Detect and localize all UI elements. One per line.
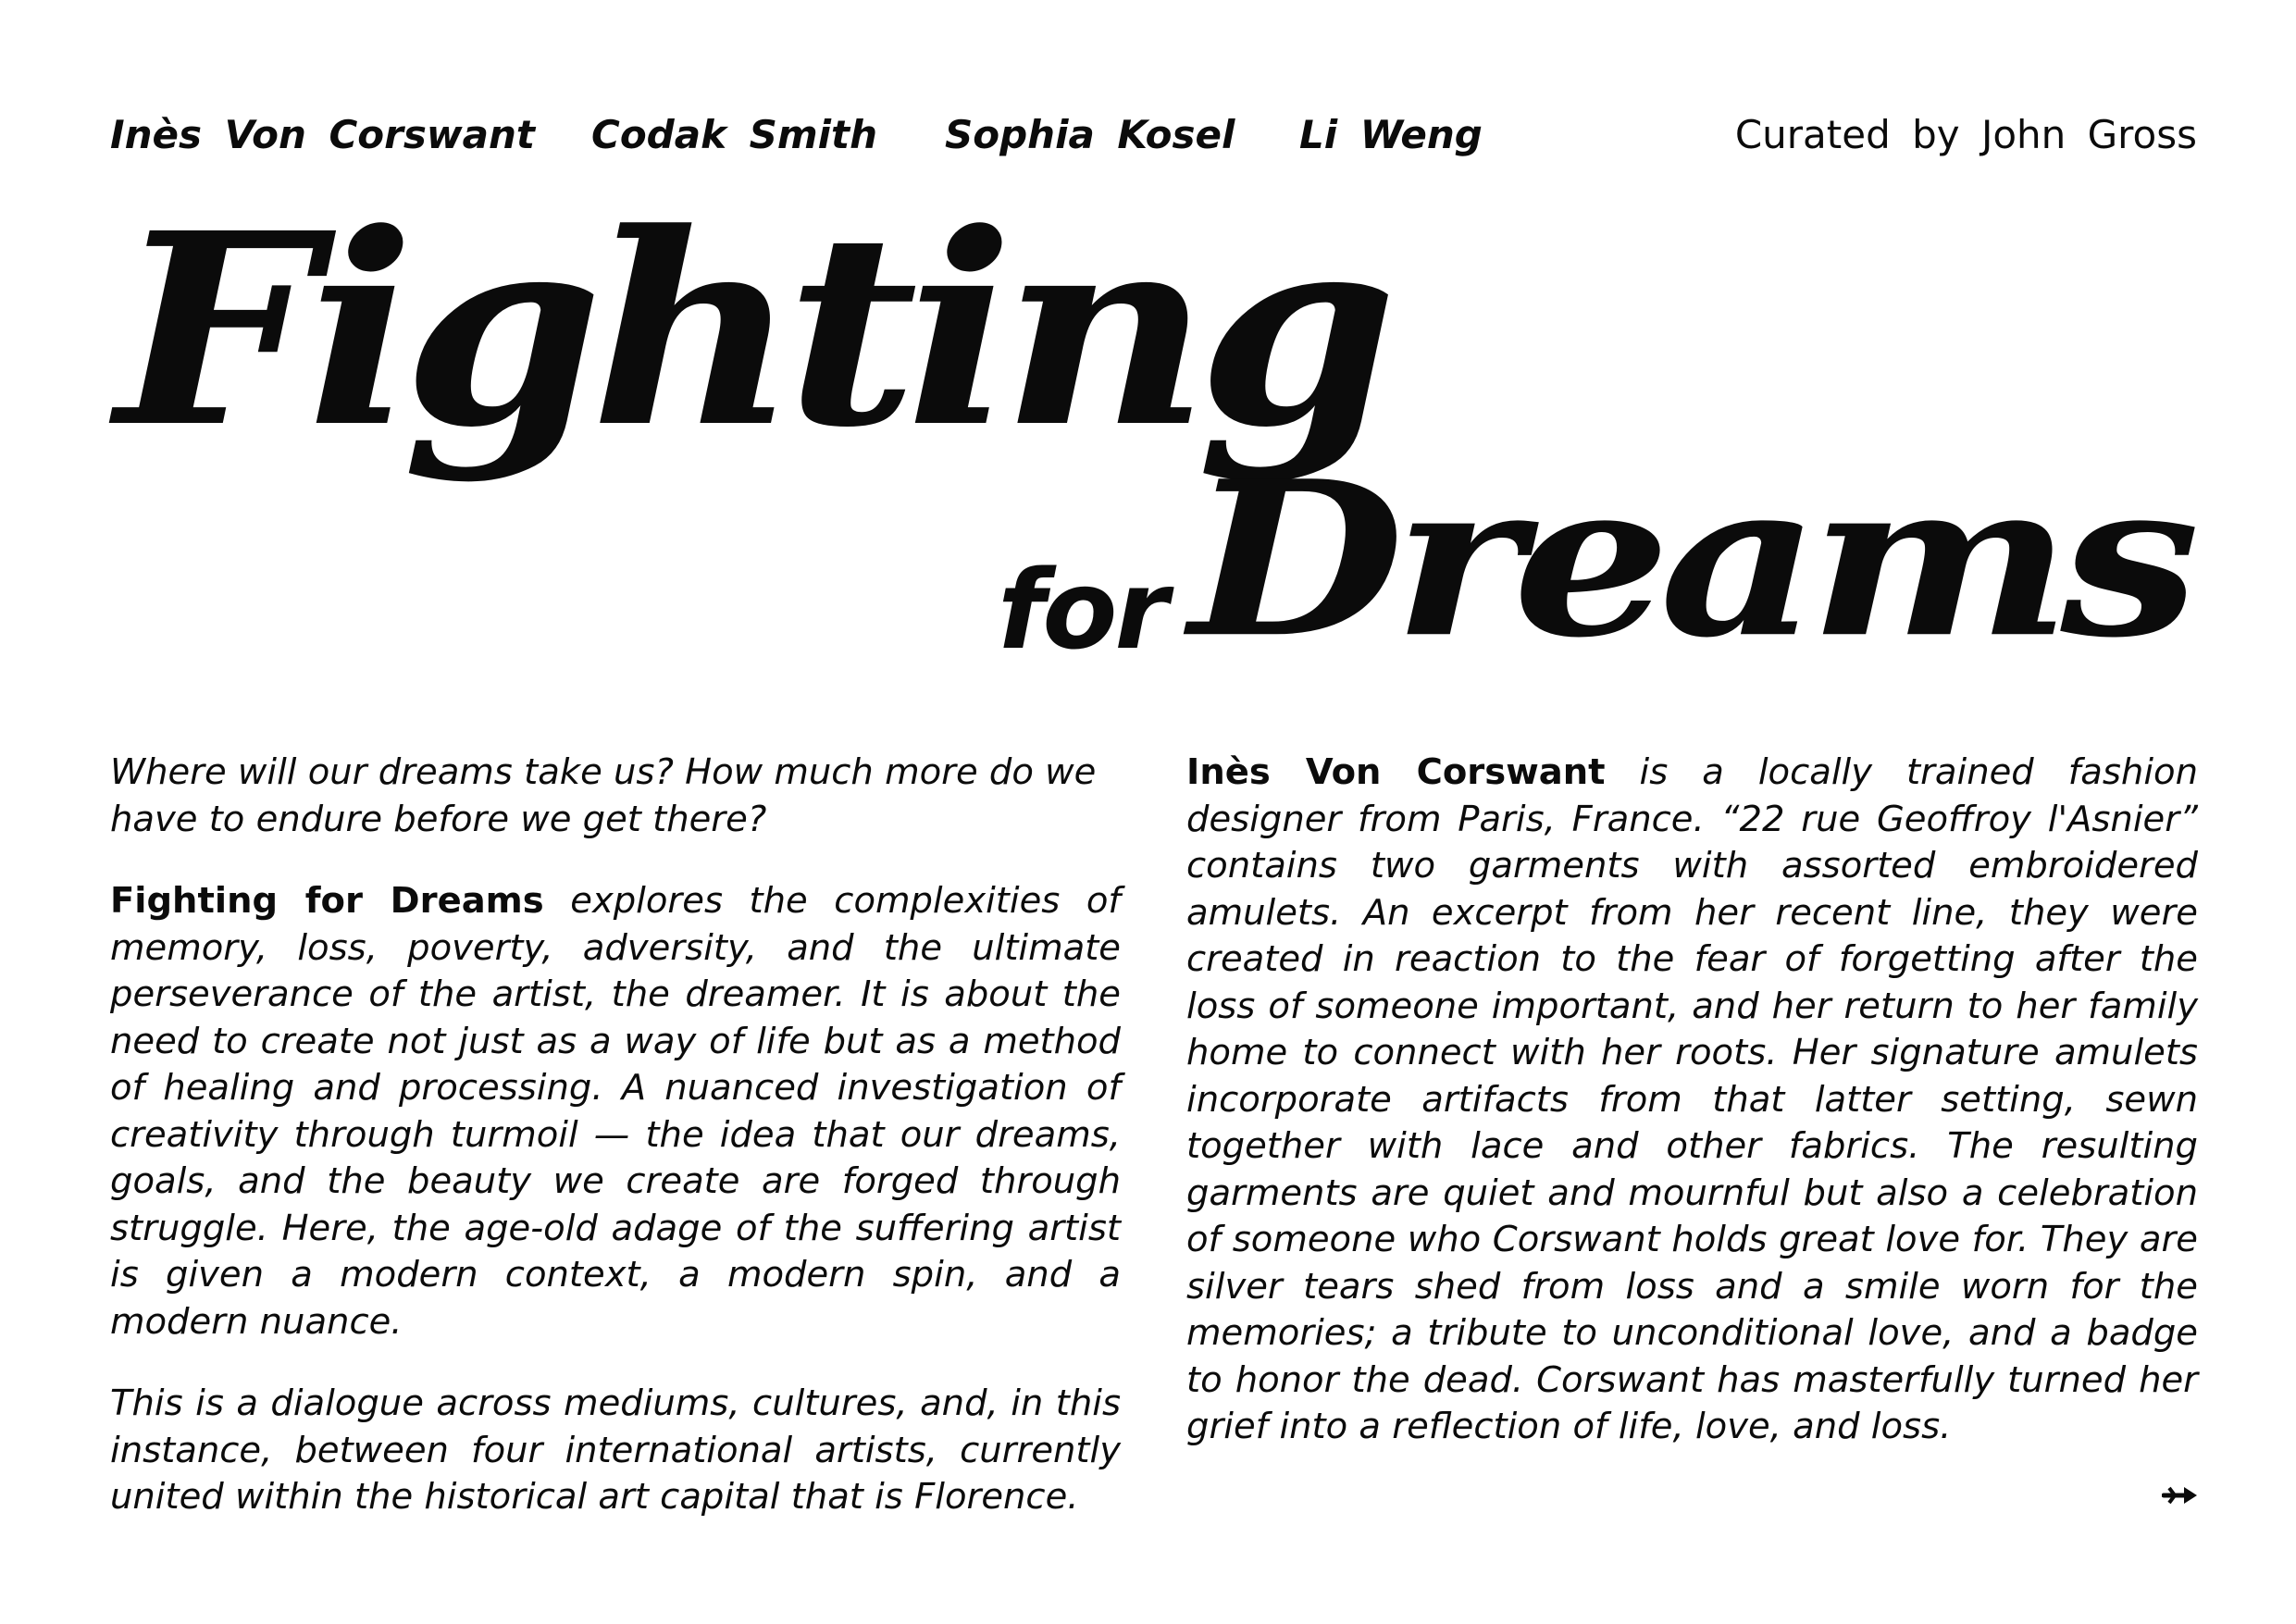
title-dreams: Dreams — [1189, 434, 2190, 686]
arrow-right-icon-graphic — [2162, 1481, 2199, 1508]
artist-bio — [1186, 750, 2198, 1451]
artist-name: Codak Smith — [591, 112, 878, 157]
artist-bio-text: is a locally trained fashion designer from Paris, France. “22 rue Geoffroy l'Asnier” contains two garments with assorted embroidered amulets. An excerpt from her recent line, they were created in reaction to the fear of forgetting after the loss of someone important, and her return to her family home to connect with her roots. Her signature amulets incorporate artifacts from that latter setting, sewn together with lace and other fabrics. The resulting garments are quiet and mournful but also a celebration of someone who Corswant holds great love for. They are silver tears shed from loss and a smile worn for the memories; a tribute to unconditional love, and a badge to honor the dead. Corswant has masterfully turned her grief into a reflection of life, love, and loss. — [1186, 751, 2198, 1447]
exhibition-description-text: explores the complexities of memory, loss, poverty, adversity, and the ultimate perseverance of the artist, the dreamer. It is about the need to create not just as a way of life but as a method of healing and processing. A nuanced investigation of creativity through turmoil — the idea that our dreams, goals, and the beauty we create are forged through struggle. Here, the age-old adage of the suffering artist is given a modern context, a modern spin, and a modern nuance. — [110, 880, 1121, 1343]
intro-question: Where will our dreams take us? How much more do we have to endure before we get there? — [110, 751, 1097, 840]
exhibition-name: Fighting for Dreams — [110, 880, 544, 922]
intro-column — [110, 750, 1121, 1556]
arrow-right-icon[interactable] — [2162, 1481, 2199, 1508]
artist-bio-column — [1186, 750, 2198, 1486]
artist-bio-name: Inès Von Corswant — [1186, 751, 1606, 793]
artist-header — [110, 109, 2197, 161]
curator-credit: Curated by John Gross — [1734, 112, 2197, 157]
artist-name: Li Weng — [1299, 112, 1483, 157]
title-for: for — [998, 546, 1166, 674]
exhibition-description — [110, 878, 1121, 1345]
artist-name: Inès Von Corswant — [110, 112, 535, 157]
dialogue-paragraph: This is a dialogue across mediums, cultures, and, in this instance, between four international artists, currently united within the historical art capital that is Florence. — [110, 1382, 1121, 1518]
title-fighting: Fighting — [116, 176, 1385, 487]
artist-name: Sophia Kosel — [945, 112, 1235, 157]
